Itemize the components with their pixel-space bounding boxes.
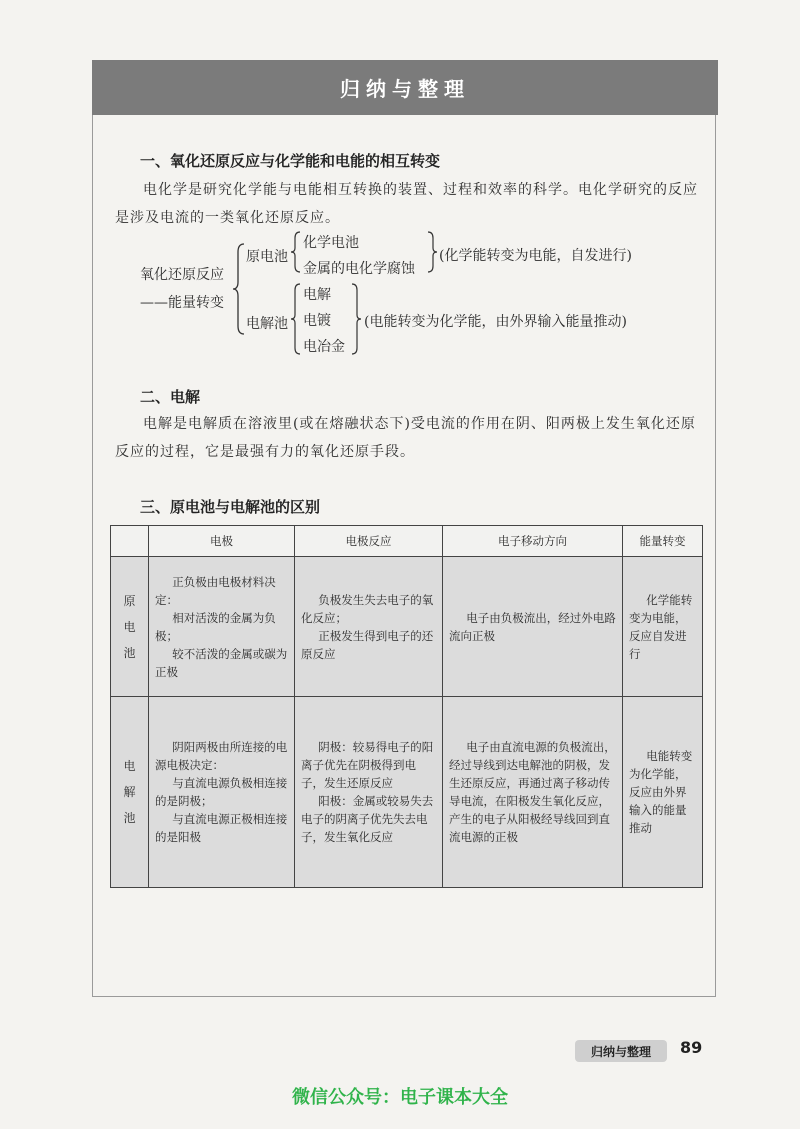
comparison-table bbox=[110, 525, 703, 888]
reaction-cell: 阴极：较易得电子的阳离子优先在阴极得到电子，发生还原反应 阳极：金属或较易失去电子的阴离子优先失去电子，发生氧化反应 bbox=[295, 697, 443, 888]
section2-title: 二、电解 bbox=[140, 388, 201, 406]
electrode-cell: 阴阳两极由所连接的电源电极决定： 与直流电源负极相连接的是阴极； 与直流电源正极相连接的是阳极 bbox=[149, 697, 295, 888]
energy-cell: 化学能转变为电能，反应自发进行 bbox=[623, 557, 703, 697]
section2-paragraph: 电解是电解质在溶液里(或在熔融状态下)受电流的作用在阴、阳两极上发生氧化还原反应的过程，它是最强有力的氧化还原手段。 bbox=[115, 416, 696, 460]
branch2-note: (电能转变为化学能，由外界输入能量推动) bbox=[364, 314, 627, 330]
diagram-root-line1: 氧化还原反应 bbox=[140, 267, 224, 283]
branch1-left-brace-icon bbox=[290, 230, 302, 274]
energy-cell: 电能转变为化学能，反应由外界输入的能量推动 bbox=[623, 697, 703, 888]
electron-flow-cell: 电子由直流电源的负极流出，经过导线到达电解池的阴极，发生还原反应，再通过离子移动传导电流，在阳极发生氧化反应，产生的电子从阳极经导线回到直流电源的正极 bbox=[443, 697, 623, 888]
branch2-left-brace-icon bbox=[290, 282, 302, 356]
chapter-summary-header bbox=[92, 60, 718, 115]
branch2-item-2: 电镀 bbox=[303, 313, 331, 329]
watermark-text: 微信公众号：电子课本大全 bbox=[292, 1087, 508, 1108]
footer-section-tag: 归纳与整理 bbox=[575, 1040, 667, 1062]
branch2-label: 电解池 bbox=[246, 316, 288, 332]
branch1-item-1: 化学电池 bbox=[303, 235, 359, 251]
branch1-label: 原电池 bbox=[246, 249, 288, 265]
table-header-row bbox=[111, 526, 703, 557]
branch2-item-3: 电冶金 bbox=[303, 339, 345, 355]
electron-flow-cell: 电子由负极流出，经过外电路流向正极 bbox=[443, 557, 623, 697]
table-header-electrode: 电极 bbox=[149, 526, 295, 557]
table-header-energy: 能量转变 bbox=[623, 526, 703, 557]
table-row bbox=[111, 557, 703, 697]
page-number: 89 bbox=[680, 1038, 703, 1057]
section3-title: 三、原电池与电解池的区别 bbox=[140, 498, 321, 516]
table-row bbox=[111, 697, 703, 888]
header-title: 归纳与整理 bbox=[340, 77, 470, 101]
branch1-item-2: 金属的电化学腐蚀 bbox=[303, 261, 415, 277]
table-header-electron-flow: 电子移动方向 bbox=[443, 526, 623, 557]
diagram-root-line2: ——能量转变 bbox=[140, 295, 224, 311]
electrode-cell: 正负极由电极材料决定： 相对活泼的金属为负极； 较不活泼的金属或碳为正极 bbox=[149, 557, 295, 697]
branch1-right-brace-icon bbox=[426, 230, 438, 274]
section1-paragraph: 电化学是研究化学能与电能相互转换的装置、过程和效率的科学。电化学研究的反应是涉及电流的一类氧化还原反应。 bbox=[115, 182, 698, 226]
branch2-right-brace-icon bbox=[350, 282, 362, 356]
section1-title: 一、氧化还原反应与化学能和电能的相互转变 bbox=[140, 152, 441, 170]
row-label: 原电池 bbox=[111, 557, 149, 697]
main-brace-icon bbox=[232, 242, 246, 336]
branch1-note: (化学能转变为电能，自发进行) bbox=[439, 248, 632, 264]
branch2-item-1: 电解 bbox=[303, 287, 331, 303]
row-label: 电解池 bbox=[111, 697, 149, 888]
table-header-reaction: 电极反应 bbox=[295, 526, 443, 557]
reaction-cell: 负极发生失去电子的氧化反应； 正极发生得到电子的还原反应 bbox=[295, 557, 443, 697]
table-header-corner bbox=[111, 526, 149, 557]
